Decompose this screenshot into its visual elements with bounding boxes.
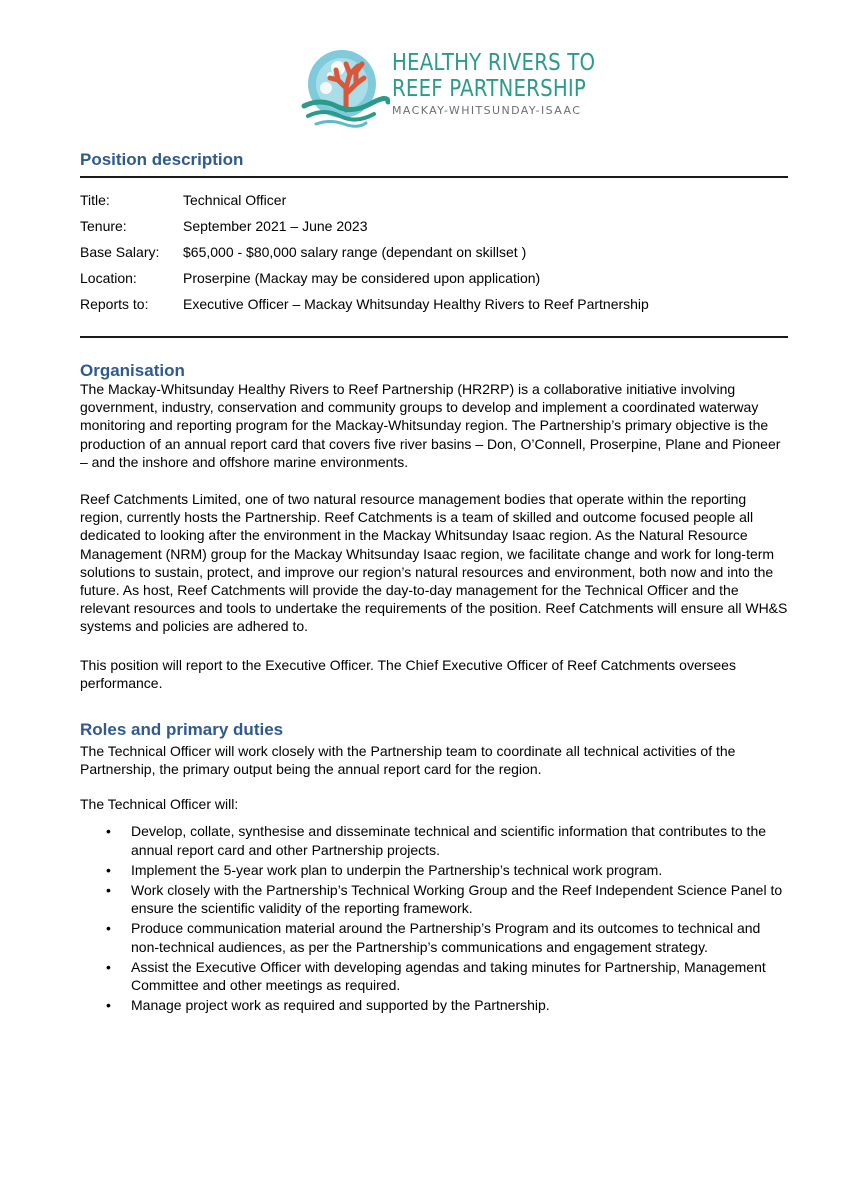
bullet-icon: • — [106, 958, 111, 975]
roles-intro: The Technical Officer will work closely with the Partnership team to coordinate all technical activities of the Partnership, the primary output being the annual report card for the region. — [80, 743, 736, 778]
duty-text: Implement the 5-year work plan to underpin the Partnership’s technical work program. — [131, 861, 663, 878]
detail-value: September 2021 – June 2023 — [183, 218, 368, 234]
list-item — [80, 958, 792, 995]
bullet-icon: • — [106, 861, 111, 878]
duty-text: Develop, collate, synthesise and disseminate technical and scientific information that contributes to the annual report card and other Partnership projects. — [131, 823, 767, 858]
organisation-paragraph: This position will report to the Executive Officer. The Chief Executive Officer of Reef Catchments oversees performance. — [80, 657, 736, 692]
duty-text: Produce communication material around the Partnership’s Program and its outcomes to technical and non-technical audiences, as per the Partnership’s communications and engagement strategy. — [131, 920, 761, 955]
logo-line-3: MACKAY-WHITSUNDAY-ISAAC — [392, 104, 582, 117]
list-item — [80, 881, 792, 918]
duty-text: Manage project work as required and supported by the Partnership. — [131, 997, 550, 1014]
detail-label: Tenure: — [80, 218, 127, 234]
bottom-divider — [80, 336, 788, 338]
detail-label: Base Salary: — [80, 244, 160, 260]
detail-value: Technical Officer — [183, 192, 287, 208]
bullet-icon: • — [106, 997, 111, 1014]
logo-line-1: HEALTHY RIVERS TO — [392, 50, 596, 76]
detail-value: Proserpine (Mackay may be considered upon application) — [183, 270, 541, 286]
detail-label: Title: — [80, 192, 110, 208]
list-item — [80, 919, 792, 956]
roles-lead: The Technical Officer will: — [80, 796, 239, 812]
detail-label: Reports to: — [80, 296, 149, 312]
partnership-logo — [300, 44, 600, 140]
position-description-heading: Position description — [80, 150, 244, 169]
roles-heading: Roles and primary duties — [80, 720, 284, 739]
coral-reef-logo-icon — [300, 44, 390, 134]
detail-label: Location: — [80, 270, 137, 286]
duties-list — [80, 822, 792, 1016]
detail-value: $65,000 - $80,000 salary range (dependant on skillset ) — [183, 244, 527, 260]
organisation-heading: Organisation — [80, 361, 185, 380]
organisation-paragraph: Reef Catchments Limited, one of two natural resource management bodies that operate within the reporting region, currently hosts the Partnership. Reef Catchments is a team of skilled and outcome focused people all dedicated to looking after the environment in the Mackay Whitsunday Isaac region. As the Natural Resource Management (NRM) group for the Mackay Whitsunday Isaac region, we facilitate change and work for long-term solutions to sustain, protect, and improve our region’s natural resources and environment, both now and into the future. As host, Reef Catchments will provide the day-to-day management for the Technical Officer and the relevant resources and tools to undertake the requirements of the position. Reef Catchments will ensure all WH&S systems and policies are adhered to. — [80, 491, 788, 635]
duty-text: Work closely with the Partnership’s Technical Working Group and the Reef Independent Science Panel to ensure the scientific validity of the reporting framework. — [131, 881, 783, 917]
detail-value: Executive Officer – Mackay Whitsunday Healthy Rivers to Reef Partnership — [183, 296, 649, 312]
organisation-paragraph: The Mackay-Whitsunday Healthy Rivers to Reef Partnership (HR2RP) is a collaborative initiative involving government, industry, conservation and community groups to develop and implement a coordinated waterway monitoring and reporting program for the Mackay-Whitsunday region. The Partnership’s primary objective is the production of an annual report card that covers five river basins – Don, O’Connell, Proserpine, Plane and Pioneer – and the inshore and offshore marine environments. — [80, 381, 781, 470]
bullet-icon: • — [106, 823, 111, 839]
duty-text: Assist the Executive Officer with developing agendas and taking minutes for Partnership, Management Committee and other meetings as required. — [131, 958, 766, 994]
logo-line-2: REEF PARTNERSHIP — [392, 76, 586, 102]
list-item — [80, 861, 792, 880]
list-item — [80, 822, 792, 859]
list-item — [80, 996, 792, 1015]
top-divider — [80, 176, 788, 178]
bullet-icon: • — [106, 920, 111, 937]
bullet-icon: • — [106, 881, 111, 898]
logo-wordmark — [392, 50, 628, 117]
